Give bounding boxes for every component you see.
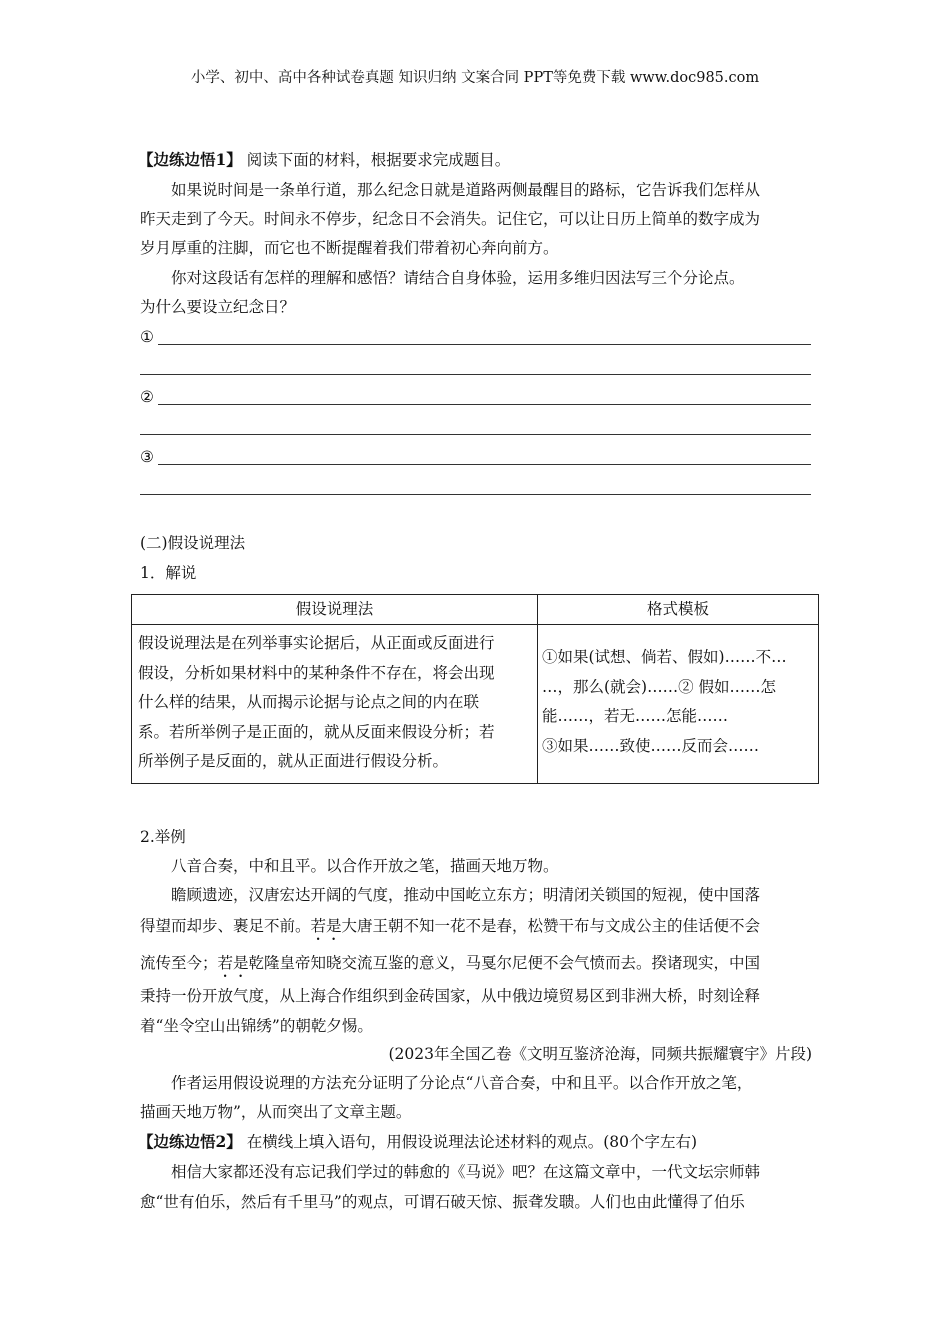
example-line: 流传至今；若是乾隆皇帝知晓交流互鉴的意义，马戛尔尼便不会气愤而去。揆诸现实，中国	[140, 954, 761, 972]
example-line: 瞻顾遗迹，汉唐宏达开阔的气度，推动中国屹立东方；明清闭关锁国的短视，使中国落	[140, 886, 761, 904]
emphasis-text: 若是	[217, 954, 249, 972]
emphasis-text: 若是	[310, 917, 342, 935]
comment-line: 描画天地万物”，从而突出了文章主题。	[140, 1103, 412, 1121]
cell-line: 假设，分析如果材料中的某种条件不存在，将会出现	[138, 663, 495, 682]
definition-cell	[132, 625, 538, 784]
answer-mark: ①	[140, 328, 154, 346]
example-line: 八音合奏，中和且平。以合作开放之笔，描画天地万物。	[140, 857, 559, 875]
cell-line: 什么样的结果，从而揭示论据与论点之间的内在联	[138, 693, 480, 711]
comment-line: 作者运用假设说理的方法充分证明了分论点“八音合奏，中和且平。以合作开放之笔，	[140, 1074, 753, 1092]
method-table	[131, 594, 819, 784]
question-line: 你对这段话有怎样的理解和感悟？请结合自身体验，运用多维归因法写三个分论点。	[140, 269, 745, 287]
example-line: 得望而却步、裹足不前。若是大唐王朝不知一花不是春，松赞干布与文成公主的佳话便不会	[140, 917, 761, 935]
section-title: (二)假设说理法	[140, 534, 246, 552]
subsection-title: 2.举例	[140, 828, 186, 846]
cell-line: 能……，若无……怎能……	[542, 707, 729, 725]
cell-line: ③如果……致使……反而会……	[542, 736, 760, 755]
cell-line: …，那么(就会)……② 假如……怎	[542, 677, 777, 696]
material-line: 岁月厚重的注脚，而它也不断提醒着我们带着初心奔向前方。	[140, 239, 559, 257]
exercise-2-prompt	[138, 1132, 697, 1152]
answer-line-3-cont[interactable]	[140, 477, 811, 497]
material-line: 相信大家都还没有忘记我们学过的韩愈的《马说》吧？在这篇文章中，一代文坛宗师韩	[140, 1163, 761, 1181]
answer-line-3[interactable]	[140, 447, 811, 467]
cell-line: 所举例子是反面的，就从正面进行假设分析。	[138, 752, 449, 770]
exercise-2-instruction: 在横线上填入语句，用假设说理法论述材料的观点。(80个字左右)	[241, 1133, 698, 1151]
answer-line-2[interactable]	[140, 387, 811, 407]
example-source: (2023年全国乙卷《文明互鉴济沧海，同频共振耀寰宇》片段)	[388, 1045, 812, 1063]
material-line: 如果说时间是一条单行道，那么纪念日就是道路两侧最醒目的路标，它告诉我们怎样从	[140, 181, 761, 199]
question-line: 为什么要设立纪念日？	[140, 298, 296, 316]
template-cell	[538, 625, 819, 784]
exercise-1-prompt	[138, 150, 510, 170]
cell-line: 假设说理法是在列举事实论据后，从正面或反面进行	[138, 634, 495, 652]
answer-line-1[interactable]	[140, 327, 811, 347]
table-header: 格式模板	[538, 595, 819, 625]
material-line: 昨天走到了今天。时间永不停步，纪念日不会消失。记住它，可以让日历上简单的数字成为	[140, 210, 761, 228]
answer-line-2-cont[interactable]	[140, 417, 811, 437]
cell-line: ①如果(试想、倘若、假如)……不…	[542, 648, 787, 666]
answer-mark: ②	[140, 388, 154, 406]
example-line: 着“坐令空山出锦绣”的朝乾夕惕。	[140, 1017, 373, 1035]
table-header: 假设说理法	[132, 595, 538, 625]
subsection-title: 1．解说	[140, 564, 197, 582]
material-line: 愈“世有伯乐，然后有千里马”的观点，可谓石破天惊、振聋发聩。人们也由此懂得了伯乐	[140, 1193, 745, 1211]
cell-line: 系。若所举例子是正面的，就从反面来假设分析；若	[138, 722, 495, 741]
example-line: 秉持一份开放气度，从上海合作组织到金砖国家，从中俄边境贸易区到非洲大桥，时刻诠释	[140, 987, 761, 1005]
exercise-1-label: 【边练边悟1】	[138, 150, 242, 169]
answer-mark: ③	[140, 448, 154, 466]
exercise-1-instruction: 阅读下面的材料，根据要求完成题目。	[241, 151, 511, 169]
page-header: 小学、初中、高中各种试卷真题 知识归纳 文案合同 PPT等免费下载 www.doc985.com	[190, 70, 760, 86]
answer-line-1-cont[interactable]	[140, 357, 811, 377]
exercise-2-label: 【边练边悟2】	[138, 1132, 242, 1151]
